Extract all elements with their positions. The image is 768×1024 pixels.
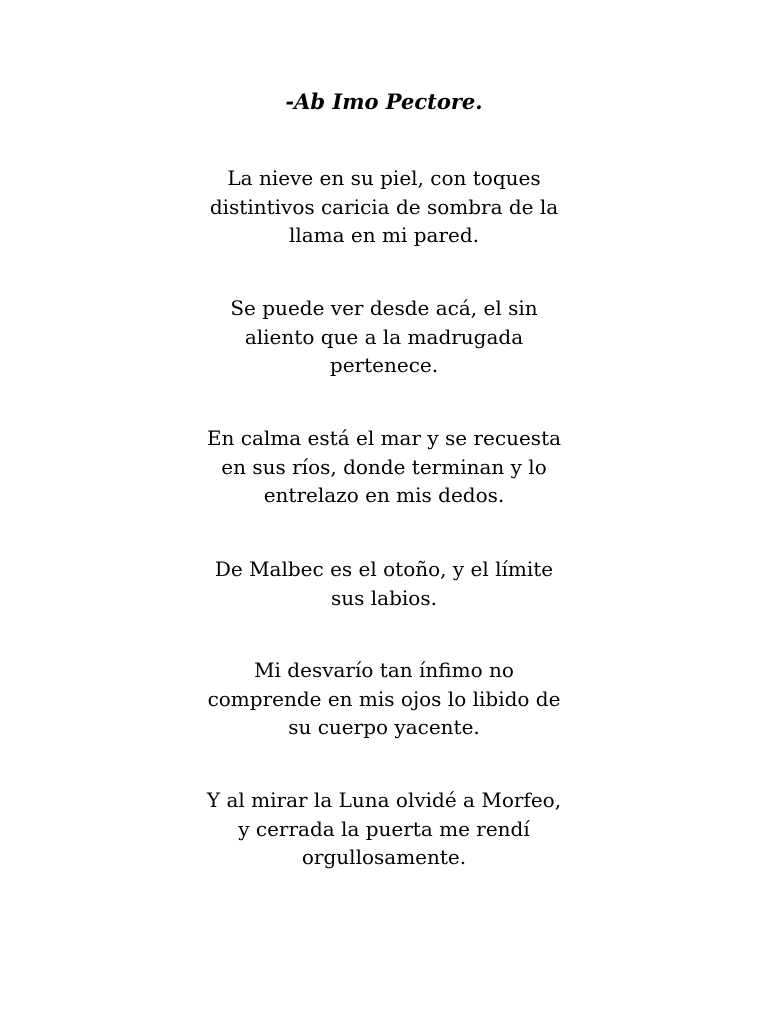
stanza-line: sus labios. [331, 585, 437, 610]
stanza-1 [164, 164, 604, 250]
stanza-line: Mi desvarío tan ínfimo no [254, 658, 514, 682]
stanza-5 [164, 656, 604, 742]
stanza-line: aliento que a la madrugada [244, 324, 524, 349]
stanza-line: entrelazo en mis dedos. [263, 483, 505, 507]
stanza-line: pertenece. [329, 353, 439, 377]
stanza-line: Se puede ver desde acá, el sin [230, 296, 538, 320]
stanza-line: distintivos caricia de sombra de la [209, 194, 559, 219]
stanza-2 [164, 294, 604, 380]
stanza-line: En calma está el mar y se recuesta [206, 426, 562, 450]
stanza-line: De Malbec es el otoño, y el límite [214, 557, 554, 581]
stanza-line: su cuerpo yacente. [288, 715, 480, 739]
stanza-3 [164, 424, 604, 510]
stanza-line: La nieve en su piel, con toques [227, 166, 541, 190]
stanza-line: llama en mi pared. [288, 223, 480, 247]
poem-title: -Ab Imo Pectore. [285, 89, 483, 114]
stanza-line: en sus ríos, donde terminan y lo [221, 454, 547, 479]
stanza-4 [164, 555, 604, 612]
stanza-line: comprende en mis ojos lo libido de [207, 686, 561, 711]
stanza-6 [164, 786, 604, 872]
stanza-line: Y al mirar la Luna olvidé a Morfeo, [206, 788, 562, 812]
stanza-line: y cerrada la puerta me rendí [238, 816, 530, 841]
stanza-line: orgullosamente. [301, 845, 467, 869]
